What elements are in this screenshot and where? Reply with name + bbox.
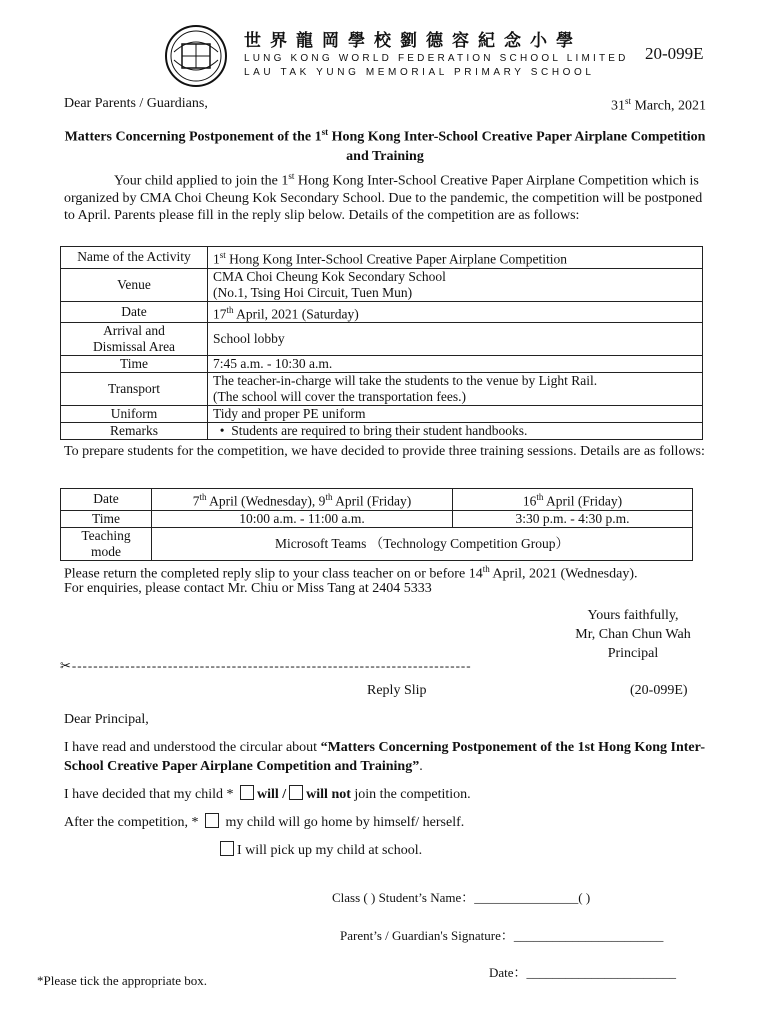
cell: 16th April (Friday) bbox=[453, 489, 693, 511]
school-name-english-1: LUNG KONG WORLD FEDERATION SCHOOL LIMITED bbox=[244, 53, 629, 64]
reply-slip-ref: (20-099E) bbox=[630, 683, 688, 698]
letter-title: Matters Concerning Postponement of the 1st Hong Kong Inter-School Creative Paper Airplane Competition and Training bbox=[64, 127, 706, 164]
row-label: Time bbox=[61, 510, 152, 527]
bullet-icon: • bbox=[219, 423, 225, 438]
row-value: 1st Hong Kong Inter-School Creative Paper Airplane Competition bbox=[208, 247, 703, 269]
table-row bbox=[61, 323, 703, 356]
acknowledgement: I have read and understood the circular about “Matters Concerning Postponement of the 1st Hong Kong Inter-School Creative Paper Airplane Competition and Training”. bbox=[64, 740, 706, 774]
row-label: Arrival and Dismissal Area bbox=[61, 323, 208, 356]
school-logo bbox=[164, 24, 228, 88]
cut-line: ✂--------------------------------------------------------------------------- bbox=[60, 658, 472, 673]
decision-line: I have decided that my child * will / will not join the competition. bbox=[64, 787, 471, 802]
activity-details-table bbox=[60, 246, 703, 440]
school-name-chinese: 世界龍岡學校劉德容紀念小學 bbox=[244, 31, 582, 50]
go-home-alone-checkbox[interactable] bbox=[205, 813, 219, 828]
row-label: Transport bbox=[61, 373, 208, 406]
pick-up-checkbox[interactable] bbox=[220, 841, 234, 856]
row-value: School lobby bbox=[208, 323, 703, 356]
salutation: Dear Parents / Guardians, bbox=[64, 96, 208, 111]
row-label: Remarks bbox=[61, 423, 208, 440]
letter-date: 31st March, 2021 bbox=[610, 96, 706, 114]
intro-paragraph: Your child applied to join the 1st Hong Kong Inter-School Creative Paper Airplane Competition which is organized by CMA Choi Cheung Kok Secondary School. Due to the pandemic, the competition will be postponed to April. Parents please fill in the reply slip below. Details of the competition are as follows: bbox=[64, 171, 703, 223]
cell: Microsoft Teams （Technology Competition Group） bbox=[152, 527, 693, 560]
row-label: Venue bbox=[61, 268, 208, 301]
signoff: Yours faithfully, Mr, Chan Chun Wah Principal bbox=[575, 608, 691, 661]
row-value: 7:45 a.m. - 10:30 a.m. bbox=[208, 356, 703, 373]
reply-slip-heading: Reply Slip bbox=[367, 683, 427, 698]
table-row bbox=[61, 489, 693, 511]
cell: 7th April (Wednesday), 9th April (Friday) bbox=[152, 489, 453, 511]
table-row bbox=[61, 527, 693, 560]
row-label: Date bbox=[61, 301, 208, 323]
pickup-line: I will pick up my child at school. bbox=[217, 841, 422, 859]
after-competition-line: After the competition, * my child will go home by himself/ herself. bbox=[64, 815, 465, 830]
cell: 10:00 a.m. - 11:00 a.m. bbox=[152, 510, 453, 527]
training-table bbox=[60, 488, 693, 561]
date-field[interactable]: Date：_______________________ bbox=[489, 965, 677, 980]
training-intro: To prepare students for the competition, we have decided to provide three training sessions. Details are as follows: bbox=[64, 444, 705, 459]
row-label: Date bbox=[61, 489, 152, 511]
class-name-field[interactable]: Class ( ) Student’s Name：________________( ) bbox=[332, 890, 591, 905]
signature-field[interactable]: Parent’s / Guardian's Signature：_______________________ bbox=[340, 928, 664, 943]
reply-salutation: Dear Principal, bbox=[64, 712, 149, 727]
row-label: Uniform bbox=[61, 406, 208, 423]
table-row bbox=[61, 510, 693, 527]
enquiry-notice: For enquiries, please contact Mr. Chiu or Miss Tang at 2404 5333 bbox=[64, 581, 432, 596]
circular-number: 20-099E bbox=[645, 44, 704, 63]
table-row bbox=[61, 356, 703, 373]
row-value: 17th April, 2021 (Saturday) bbox=[208, 301, 703, 323]
will-checkbox[interactable] bbox=[240, 785, 254, 800]
table-row bbox=[61, 268, 703, 301]
row-value: • Students are required to bring their student handbooks. bbox=[208, 423, 703, 440]
table-row bbox=[61, 423, 703, 440]
row-value: CMA Choi Cheung Kok Secondary School (No.1, Tsing Hoi Circuit, Tuen Mun) bbox=[208, 268, 703, 301]
table-row bbox=[61, 247, 703, 269]
row-label: Time bbox=[61, 356, 208, 373]
row-value: Tidy and proper PE uniform bbox=[208, 406, 703, 423]
row-value: The teacher-in-charge will take the students to the venue by Light Rail. (The school will cover the transportation fees.) bbox=[208, 373, 703, 406]
footnote: *Please tick the appropriate box. bbox=[37, 973, 208, 988]
school-name-english-2: LAU TAK YUNG MEMORIAL PRIMARY SCHOOL bbox=[244, 67, 595, 78]
table-row bbox=[61, 301, 703, 323]
return-notice: Please return the completed reply slip to your class teacher on or before 14th April, 2021 (Wednesday). bbox=[64, 564, 638, 582]
row-label: Teaching mode bbox=[61, 527, 152, 560]
table-row bbox=[61, 406, 703, 423]
cell: 3:30 p.m. - 4:30 p.m. bbox=[453, 510, 693, 527]
will-not-checkbox[interactable] bbox=[289, 785, 303, 800]
row-label: Name of the Activity bbox=[61, 247, 208, 269]
table-row bbox=[61, 373, 703, 406]
